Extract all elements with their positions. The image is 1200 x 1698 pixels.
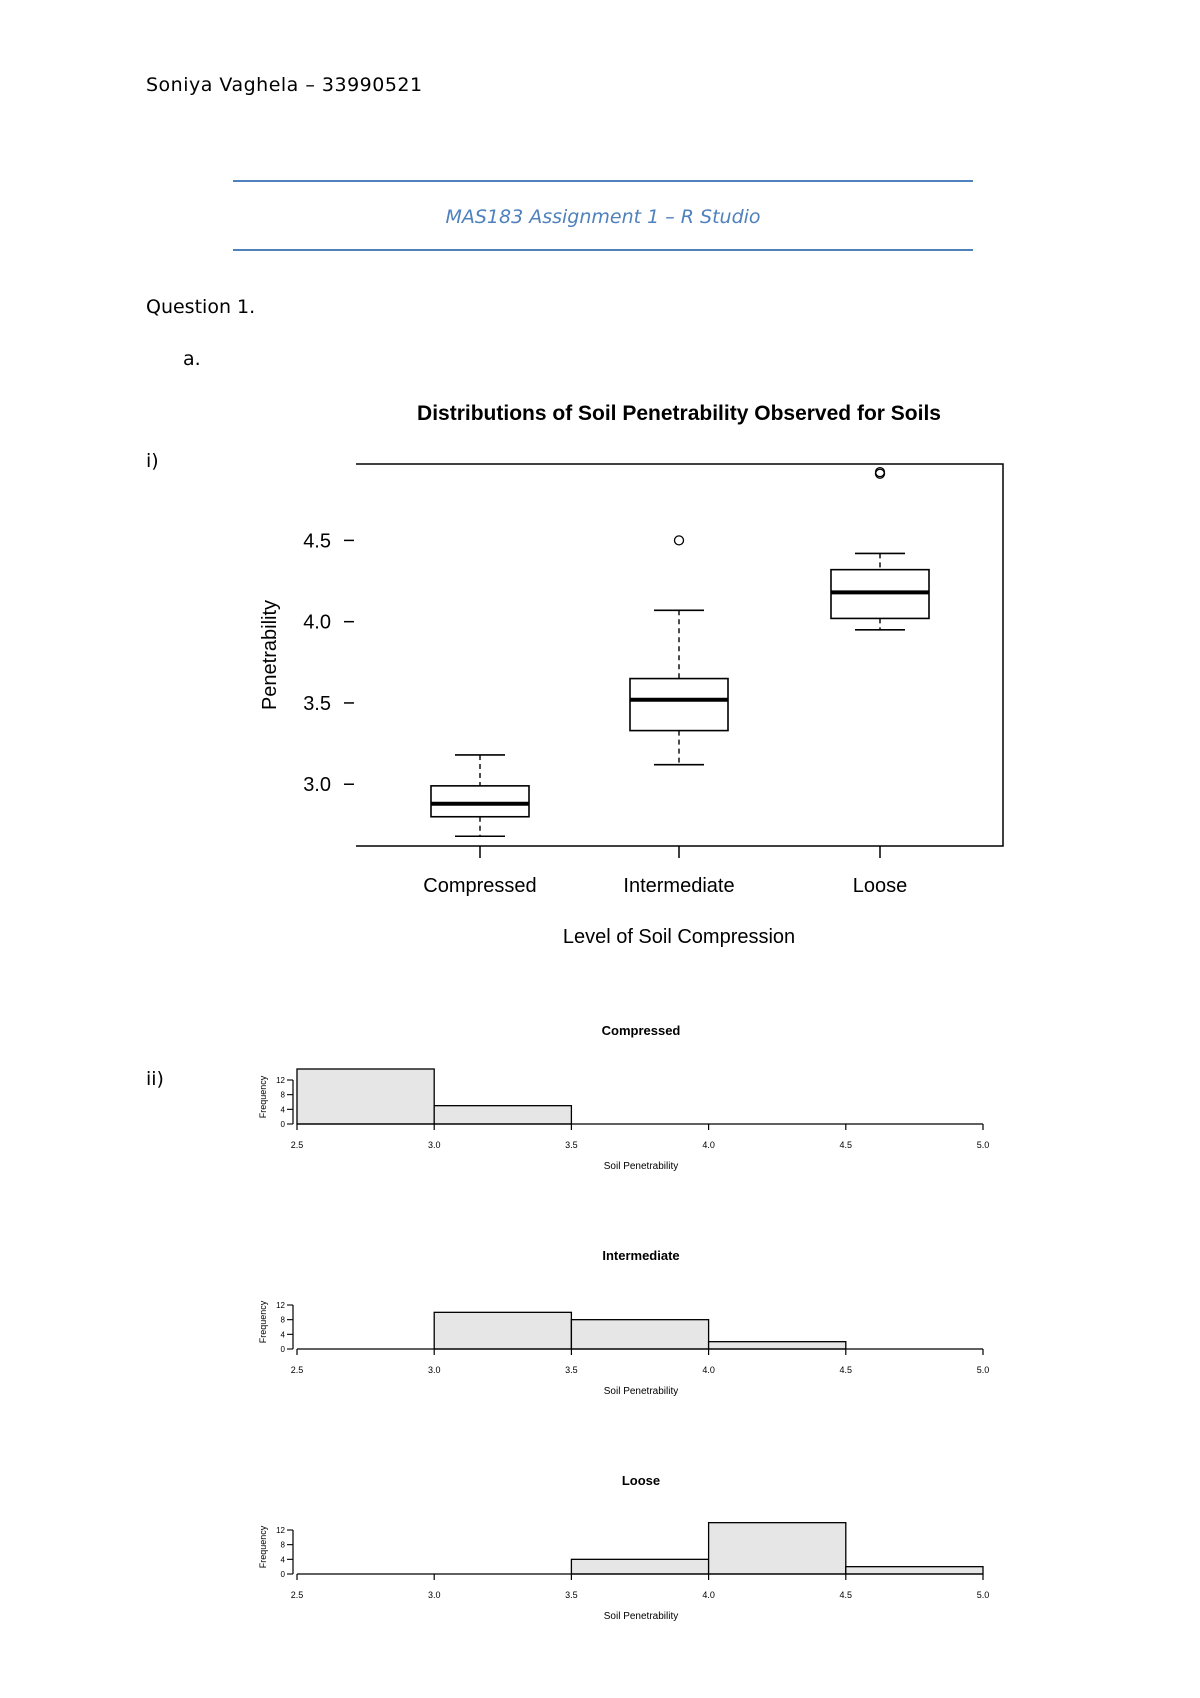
x-tick-label: Loose <box>852 875 908 897</box>
author-line: Soniya Vaghela – 33990521 <box>146 74 423 96</box>
y-tick-label: 3.0 <box>303 774 331 797</box>
y-tick-label: 4 <box>280 1330 285 1340</box>
x-tick-label: 2.5 <box>290 1365 304 1375</box>
x-tick-label: 3.5 <box>565 1365 578 1375</box>
x-tick-label: 3.0 <box>427 1140 441 1150</box>
boxplot-title: Distributions of Soil Penetrability Observed for Soils <box>417 402 941 425</box>
x-tick-label: 5.0 <box>976 1140 990 1150</box>
x-tick-label: 2.5 <box>290 1590 304 1600</box>
histogram-loose <box>258 1473 989 1622</box>
x-tick-label: 4.5 <box>839 1140 853 1150</box>
y-tick-label: 0 <box>280 1345 285 1354</box>
y-axis-label: Frequency <box>258 1300 268 1344</box>
histogram-bar <box>434 1106 571 1124</box>
y-tick-label: 0 <box>280 1120 285 1129</box>
x-tick-label: 3.0 <box>427 1365 441 1375</box>
histogram-title: Loose <box>621 1473 661 1488</box>
y-tick-label: 3.5 <box>303 692 331 715</box>
x-tick-label: 3.5 <box>565 1590 578 1600</box>
y-tick-label: 8 <box>280 1090 285 1100</box>
histogram-title: Compressed <box>601 1023 681 1038</box>
y-tick-label: 4.5 <box>303 530 331 553</box>
y-tick-label: 12 <box>276 1076 285 1085</box>
histogram-bar <box>571 1559 708 1574</box>
x-tick-label: Intermediate <box>623 875 735 897</box>
x-tick-label: 4.0 <box>702 1590 715 1600</box>
histogram-bar <box>709 1342 846 1349</box>
histogram-compressed <box>258 1023 989 1172</box>
x-tick-label: 5.0 <box>976 1590 990 1600</box>
y-tick-label: 12 <box>276 1526 285 1535</box>
y-tick-label: 4 <box>280 1105 285 1115</box>
question-heading: Question 1. <box>146 296 256 318</box>
x-axis-label: Soil Penetrability <box>603 1386 679 1397</box>
x-tick-label: 4.5 <box>839 1365 853 1375</box>
x-tick-label: 5.0 <box>976 1365 990 1375</box>
x-tick-label: 4.0 <box>702 1140 715 1150</box>
y-axis-label: Frequency <box>258 1075 268 1119</box>
y-tick-label: 0 <box>280 1570 285 1579</box>
histogram-bar <box>846 1567 983 1574</box>
part-i-label: i) <box>146 450 159 472</box>
x-axis-label: Level of Soil Compression <box>562 926 796 948</box>
x-tick-label: 4.0 <box>702 1365 715 1375</box>
x-tick-label: 4.5 <box>839 1590 853 1600</box>
y-tick-label: 8 <box>280 1540 285 1550</box>
x-tick-label: 2.5 <box>290 1140 304 1150</box>
part-a-label: a. <box>183 348 201 370</box>
histogram-bar <box>434 1312 571 1349</box>
x-axis-label: Soil Penetrability <box>603 1161 679 1172</box>
part-ii-label: ii) <box>146 1068 164 1090</box>
histogram-title: Intermediate <box>602 1248 680 1263</box>
x-tick-label: 3.0 <box>427 1590 441 1600</box>
histogram-bar <box>571 1320 708 1349</box>
x-axis-label: Soil Penetrability <box>603 1611 679 1622</box>
histogram-bar <box>297 1069 434 1124</box>
x-tick-label: 3.5 <box>565 1140 578 1150</box>
y-axis-label: Penetrability <box>259 599 281 711</box>
x-tick-label: Compressed <box>423 875 537 897</box>
assignment-title: MAS183 Assignment 1 – R Studio <box>445 206 761 228</box>
y-axis-label: Frequency <box>258 1525 268 1569</box>
histogram-intermediate <box>258 1248 989 1397</box>
y-tick-label: 8 <box>280 1315 285 1325</box>
y-tick-label: 4 <box>280 1555 285 1565</box>
y-tick-label: 4.0 <box>303 611 331 634</box>
y-tick-label: 12 <box>276 1301 285 1310</box>
histogram-bar <box>709 1523 846 1574</box>
